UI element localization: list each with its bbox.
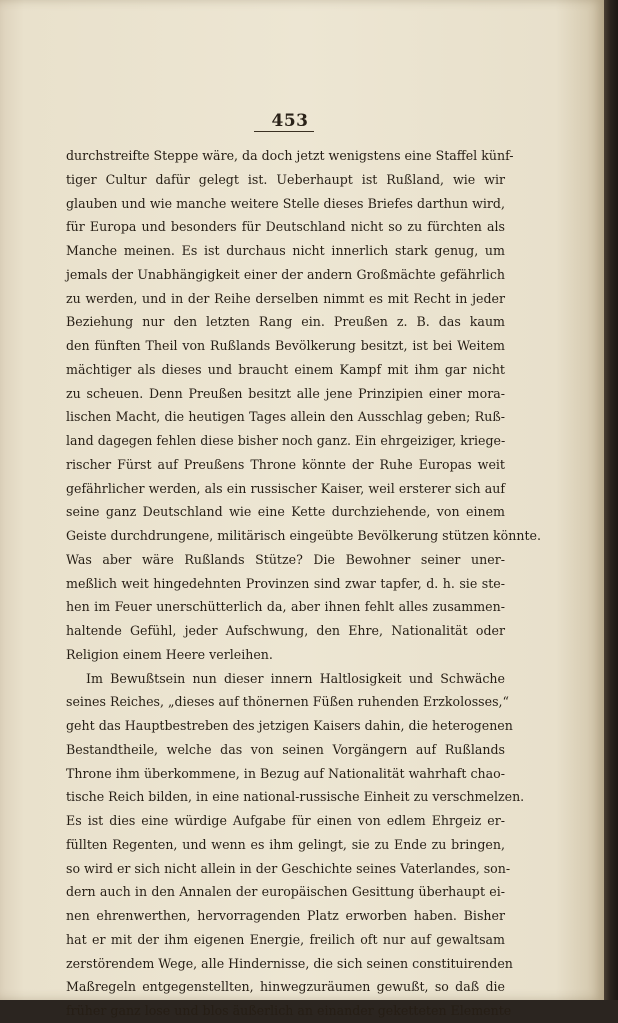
text-line: haltende Gefühl, jeder Aufschwung, den Ehre, Nationalität oder <box>66 623 505 638</box>
text-line: mächtiger als dieses und braucht einem Kampf mit ihm gar nicht <box>66 361 505 377</box>
text-line: meßlich weit hingedehnten Provinzen sind zwar tapfer, d. h. sie ste- <box>66 575 505 591</box>
text-line: durchstreifte Steppe wäre, da doch jetzt wenigstens eine Staffel künf- <box>66 148 514 163</box>
text-line: tische Reich bilden, in eine national-russische Einheit zu verschmelzen. <box>66 789 525 805</box>
paragraph-start-line: Im Bewußtsein nun dieser innern Haltlosigkeit und Schwäche <box>86 670 505 686</box>
text-line: zu scheuen. Denn Preußen besitzt alle jene Prinzipien einer mora- <box>66 385 505 401</box>
text-line: gefährlicher werden, als ein russischer Kaiser, weil ersterer sich auf <box>66 480 505 496</box>
text-line: Manche meinen. Es ist durchaus nicht innerlich stark genug, um <box>66 243 505 258</box>
text-line: land dagegen fehlen diese bisher noch ganz. Ein ehrgeiziger, kriege- <box>66 433 506 448</box>
text-line: hat er mit der ihm eigenen Energie, freilich oft nur auf gewaltsam <box>66 931 505 947</box>
text-line: Maßregeln entgegenstellten, hinwegzuräumen gewußt, so daß die <box>66 979 505 995</box>
page-number-rule <box>254 131 314 132</box>
text-line: rischer Fürst auf Preußens Throne könnte der Ruhe Europas weit <box>66 456 505 472</box>
text-line: zerstörendem Wege, alle Hindernisse, die sich seinen constituirenden <box>66 955 513 971</box>
text-line: dern auch in den Annalen der europäischen Gesittung überhaupt ei- <box>66 884 505 900</box>
text-line: seine ganz Deutschland wie eine Kette durchziehende, von einem <box>66 504 505 520</box>
text-line: Bestandtheile, welche das von seinen Vorgängern auf Rußlands <box>66 741 505 757</box>
text-line: jemals der Unabhängigkeit einer der andern Großmächte gefährlich <box>66 266 505 282</box>
text-line: nen ehrenwerthen, hervorragenden Platz erworben haben. Bisher <box>66 908 505 923</box>
body-text <box>66 144 542 1023</box>
text-line: lischen Macht, die heutigen Tages allein den Ausschlag geben; Ruß- <box>66 409 505 425</box>
text-line: glauben und wie manche weitere Stelle dieses Briefes darthun wird, <box>66 195 505 211</box>
book-spine-edge <box>604 0 618 1000</box>
text-line: füllten Regenten, und wenn es ihm gelingt, sie zu Ende zu bringen, <box>66 836 505 852</box>
text-line: Es ist dies eine würdige Aufgabe für einen von edlem Ehrgeiz er- <box>66 813 505 828</box>
text-line: den fünften Theil von Rußlands Bevölkerung besitzt, ist bei Weitem <box>66 338 505 353</box>
text-line: für Europa und besonders für Deutschland nicht so zu fürchten als <box>66 219 505 235</box>
text-line: so wird er sich nicht allein in der Geschichte seines Vaterlandes, son- <box>66 860 511 876</box>
text-line: Geiste durchdrungene, militärisch eingeübte Bevölkerung stützen könnte. <box>66 528 542 543</box>
text-line: zu werden, und in der Reihe derselben nimmt es mit Recht in jeder <box>66 290 505 306</box>
text-line: Was aber wäre Rußlands Stütze? Die Bewohner seiner uner- <box>66 551 505 567</box>
text-line: geht das Hauptbestreben des jetzigen Kaisers dahin, die heterogenen <box>66 718 513 733</box>
text-line: Beziehung nur den letzten Rang ein. Preußen z. B. das kaum <box>66 314 505 330</box>
text-line: seines Reiches, „dieses auf thönernen Füßen ruhenden Erzkolosses,“ <box>66 694 509 710</box>
text-line: früher ganz lose und blos äußerlich an einander geketteten Elemente <box>66 1003 512 1018</box>
text-line: hen im Feuer unerschütterlich da, aber ihnen fehlt alles zusammen- <box>66 599 505 615</box>
text-line: tiger Cultur dafür gelegt ist. Ueberhaupt ist Rußland, wie wir <box>66 171 505 187</box>
paragraph-end-line: Religion einem Heere verleihen. <box>66 646 273 662</box>
page-number: 453 <box>271 111 309 131</box>
text-line: Throne ihm überkommene, in Bezug auf Nationalität wahrhaft chao- <box>66 765 505 781</box>
